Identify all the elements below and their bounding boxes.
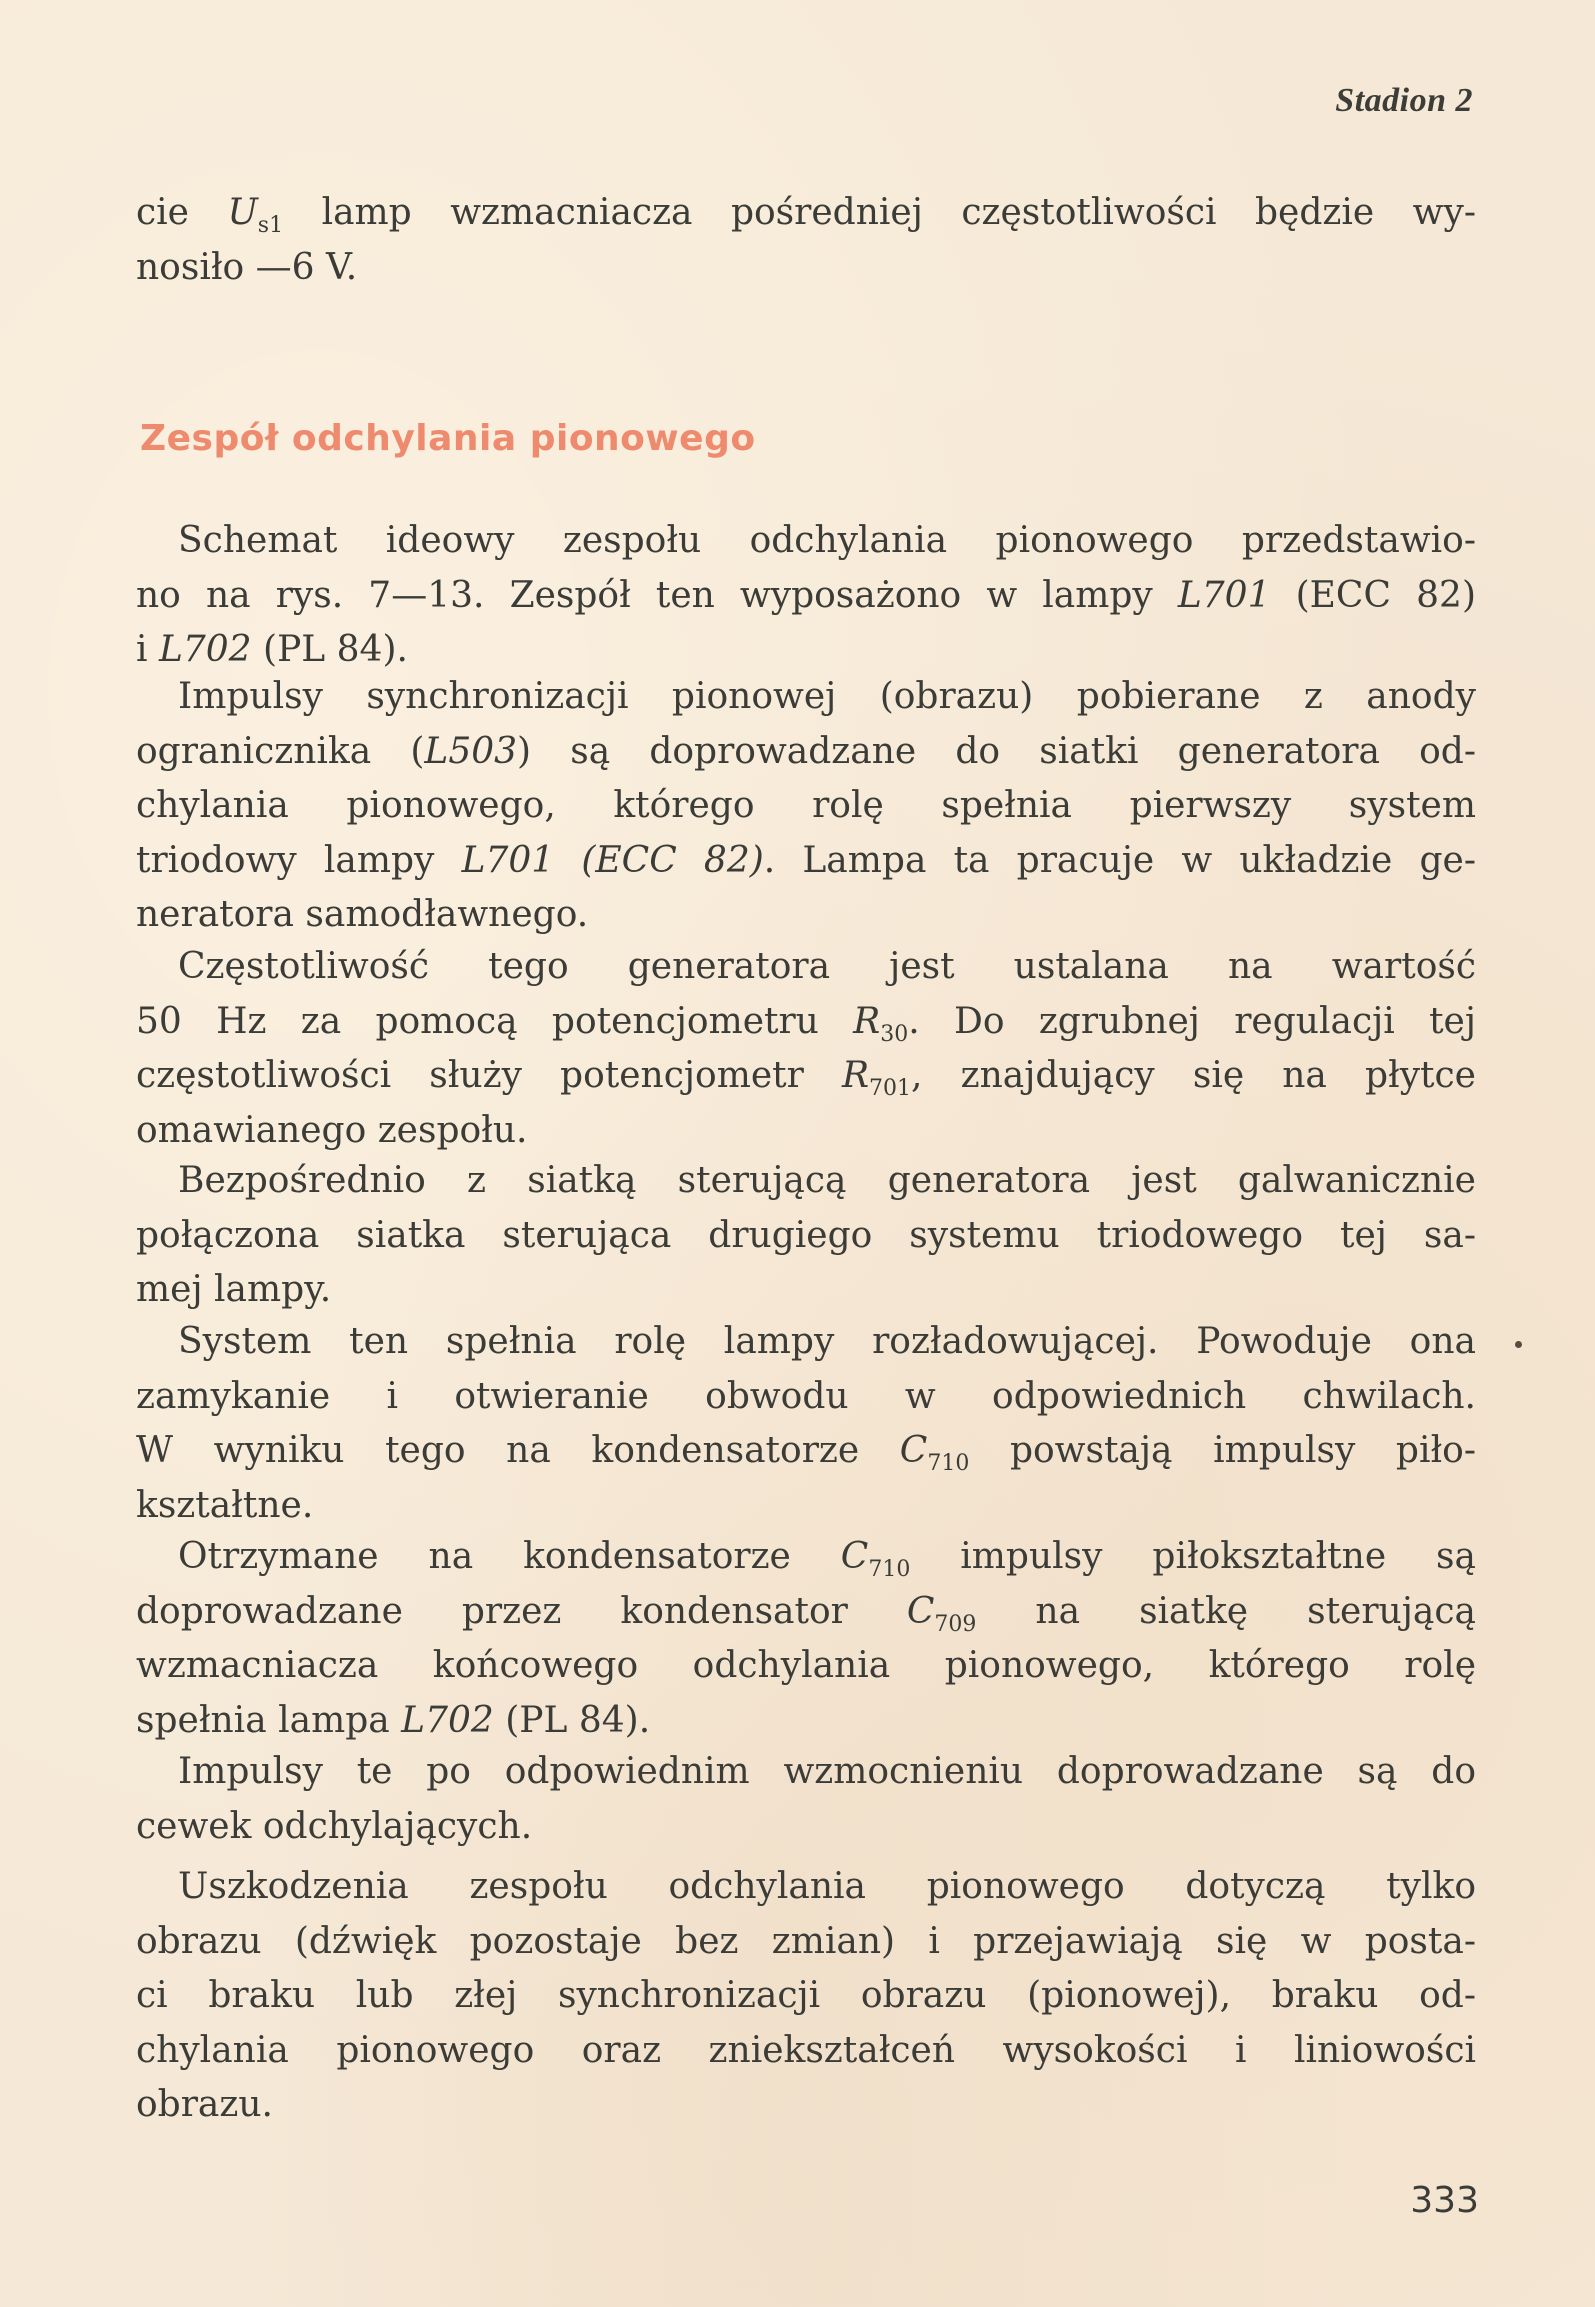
paragraph-6 [136, 1530, 1476, 1748]
text-line: Otrzymane na kondensatorze $C_{710}$ impulsy piłokształtne są [178, 1536, 1476, 1582]
paragraph-4 [136, 1154, 1476, 1318]
paragraph-8 [136, 1860, 1476, 2133]
text-line: kształtne. [136, 1484, 314, 1526]
text-line: nosiło —6 V. [136, 246, 358, 288]
text-line: obrazu. [136, 2084, 273, 2125]
text-line: Impulsy synchronizacji pionowej (obrazu) pobierane z anody [178, 676, 1476, 717]
text-line: chylania pionowego, którego rolę spełnia pierwszy system [136, 785, 1476, 826]
paragraph-7 [136, 1745, 1476, 1854]
text-line: chylania pionowego oraz zniekształceń wysokości i liniowości [136, 2029, 1476, 2071]
running-header: Stadion 2 [1335, 82, 1473, 119]
text-line: ogranicznika (L503) są doprowadzane do siatki generatora od- [136, 730, 1477, 772]
paragraph-5 [136, 1315, 1476, 1533]
text-line: 50 Hz za pomocą potencjometru $R_{30}$. Do zgrubnej regulacji tej [136, 1000, 1476, 1047]
text-line: cewek odchylających. [136, 1805, 533, 1847]
text-line: mej lampy. [136, 1269, 332, 1310]
section-heading: Zespół odchylania pionowego [140, 418, 756, 459]
text-line: W wyniku tego na kondensatorze $C_{710}$ powstają impulsy piło- [136, 1430, 1476, 1476]
text-line: połączona siatka sterująca drugiego systemu triodowego tej sa- [136, 1214, 1476, 1256]
text-line: częstotliwości służy potencjometr $R_{701}$, znajdujący się na płytce [136, 1055, 1476, 1101]
text-line: neratora samodławnego. [136, 894, 589, 935]
text-line: ci braku lub złej synchronizacji obrazu (pionowej), braku od- [136, 1975, 1476, 2016]
paragraph-1 [136, 514, 1476, 678]
text-line: no na rys. 7—13. Zespół ten wyposażono w lampy L701 (ECC 82) [136, 574, 1476, 616]
text-line: Uszkodzenia zespołu odchylania pionowego dotyczą tylko [178, 1866, 1476, 1907]
text-line: obrazu (dźwięk pozostaje bez zmian) i przejawiają się w posta- [136, 1920, 1476, 1962]
intro-text [136, 186, 1476, 295]
text-line: cie $U_{s1}$ lamp wzmacniacza pośredniej częstotliwości będzie wy- [136, 192, 1476, 238]
text-line: triodowy lampy L701 (ECC 82). Lampa ta pracuje w układzie ge- [136, 839, 1476, 881]
paper-speck [1515, 1341, 1522, 1348]
paragraph-3 [136, 940, 1476, 1158]
text-line: System ten spełnia rolę lampy rozładowującej. Powoduje ona [178, 1321, 1476, 1362]
page-number: 333 [1410, 2180, 1479, 2221]
text-line: zamykanie i otwieranie obwodu w odpowiednich chwilach. [136, 1375, 1476, 1417]
text-line: i L702 (PL 84). [136, 629, 408, 670]
text-line: Częstotliwość tego generatora jest ustalana na wartość [178, 946, 1476, 987]
text-line: Bezpośrednio z siatką sterującą generatora jest galwanicznie [178, 1160, 1476, 1201]
text-line: spełnia lampa L702 (PL 84). [136, 1699, 651, 1741]
text-line: omawianego zespołu. [136, 1109, 528, 1151]
text-line: wzmacniacza końcowego odchylania pionowego, którego rolę [136, 1645, 1476, 1686]
text-line: doprowadzane przez kondensator $C_{709}$ na siatkę sterującą [136, 1590, 1476, 1637]
text-line: Impulsy te po odpowiednim wzmocnieniu doprowadzane są do [178, 1751, 1476, 1792]
text-line: Schemat ideowy zespołu odchylania pionowego przedstawio- [178, 520, 1476, 561]
paragraph-2 [136, 670, 1476, 943]
